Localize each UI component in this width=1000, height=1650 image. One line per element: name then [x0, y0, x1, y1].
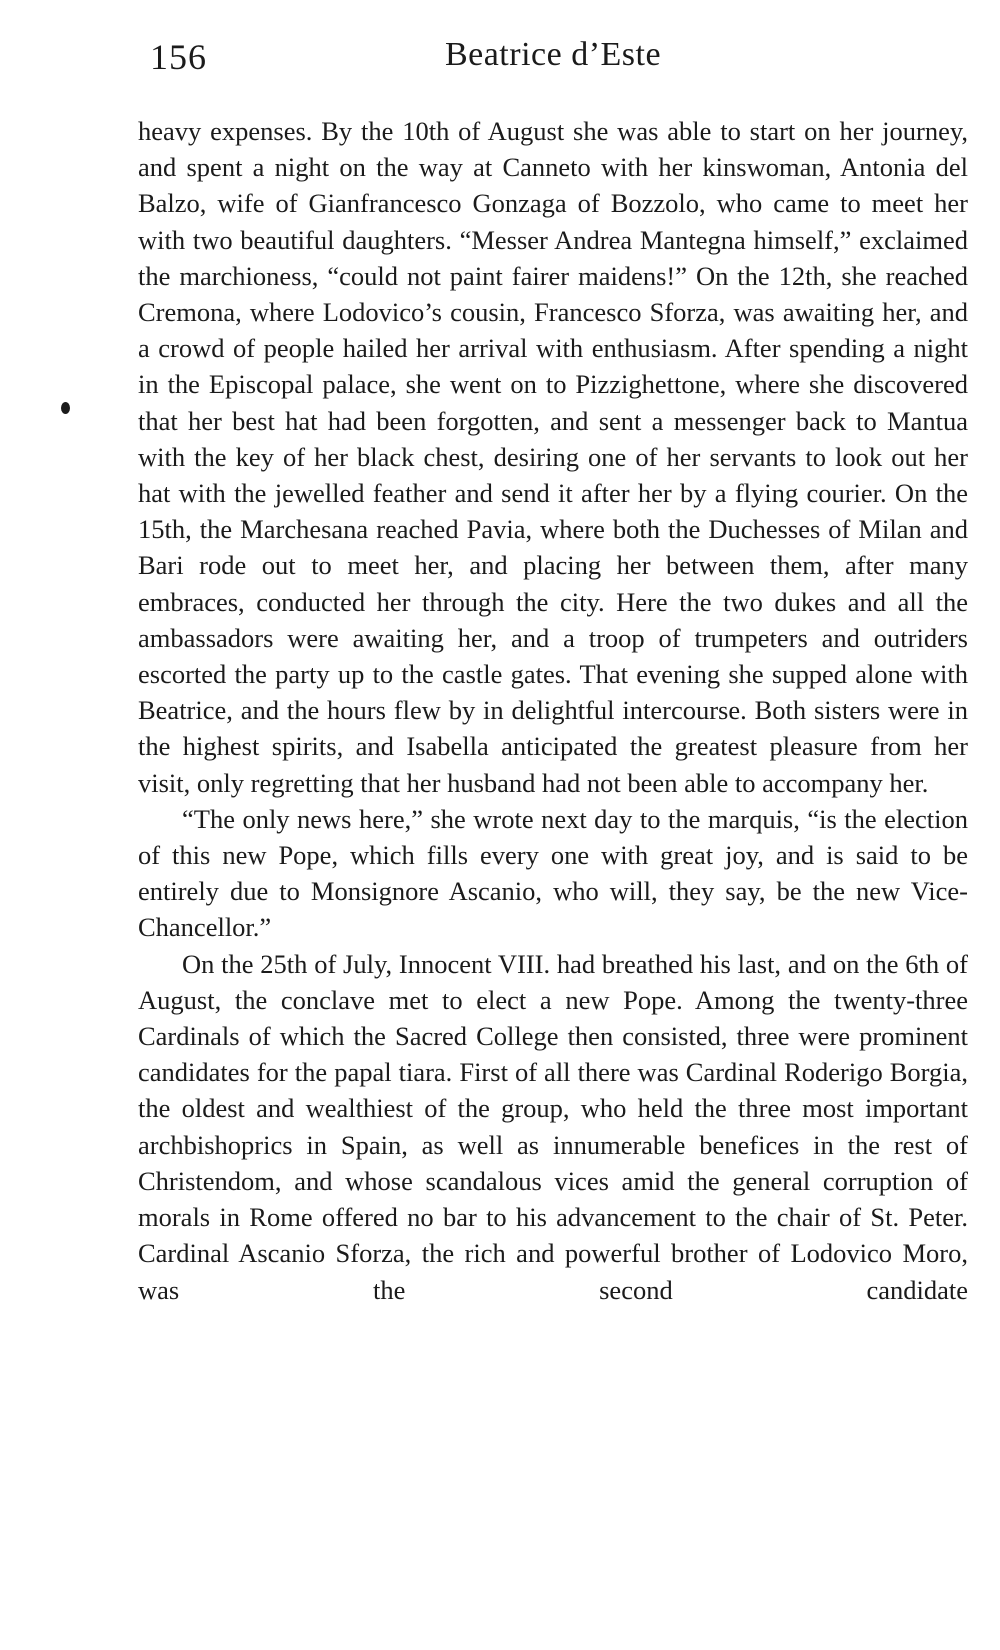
- body-text: [138, 113, 968, 1308]
- page-header: [138, 30, 968, 80]
- paragraph-1: heavy expenses. By the 10th of August she was able to start on her journey, and spent a night on the way at Canneto with her kinswoman, Antonia del Balzo, wife of Gianfrancesco Gonzaga of Bozzolo, who came to meet her with two beautiful daughters. “Messer Andrea Mantegna himself,” exclaimed the marchioness, “could not paint fairer maidens!” On the 12th, she reached Cremona, where Lodovico’s cousin, Francesco Sforza, was awaiting her, and a crowd of people hailed her arrival with enthusiasm. After spending a night in the Episcopal palace, she went on to Pizzighettone, where she discovered that her best hat had been forgotten, and sent a messenger back to Mantua with the key of her black chest, desiring one of her servants to look out her hat with the jewelled feather and send it after her by a flying courier. On the 15th, the Marchesana reached Pavia, where both the Duchesses of Milan and Bari rode out to meet her, and placing her between them, after many embraces, conducted her through the city. Here the two dukes and all the ambassadors were awaiting her, and a troop of trumpeters and outriders escorted the party up to the castle gates. That evening she supped alone with Beatrice, and the hours flew by in delightful intercourse. Both sisters were in the highest spirits, and Isabella anticipated the greatest pleasure from her visit, only regretting that her husband had not been able to accompany her.: [138, 116, 968, 798]
- paragraph-2: “The only news here,” she wrote next day to the marquis, “is the election of this new Pope, which fills every one with great joy, and is said to be entirely due to Monsignore Ascanio, who will, they say, be the new Vice-Chancellor.”: [138, 803, 968, 943]
- running-title: Beatrice d’Este: [444, 36, 662, 73]
- paragraph-3: On the 25th of July, Innocent VIII. had breathed his last, and on the 6th of August, the conclave met to elect a new Pope. Among the twenty-three Cardinals of which the Sacred College then consisted, three were prominent candidates for the papal tiara. First of all there was Cardinal Roderigo Borgia, the oldest and wealthiest of the group, who held the three most important archbishoprics in Spain, as well as innumerable benefices in the rest of Christendom, and whose scandalous vices amid the general corruption of morals in Rome offered no bar to his advancement to the chair of St. Peter. Cardinal Ascanio Sforza, the rich and powerful brother of Lodovico Moro, was the second candidate: [138, 948, 968, 1305]
- margin-ink-dot: [61, 402, 70, 414]
- page-number: 156: [150, 37, 207, 77]
